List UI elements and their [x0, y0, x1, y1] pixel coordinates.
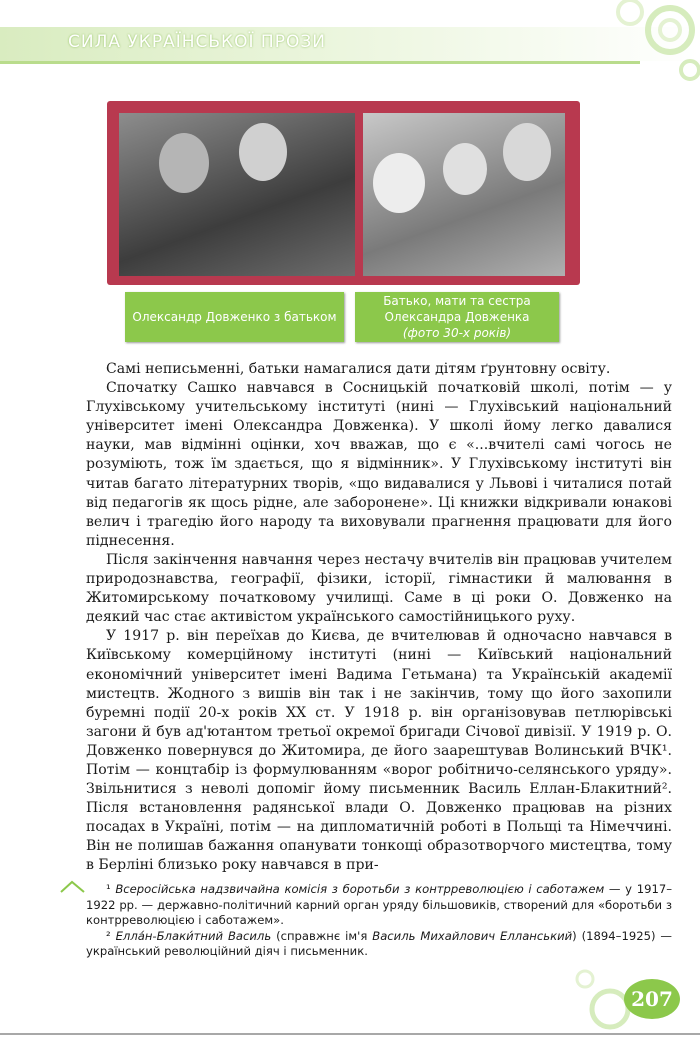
footnote-1: ¹ Всеросійська надзвичайна комісія з боротьби з контрреволюцією і саботажем — у 1917–1922 рр. — державно-політичний карний орган уряду більшовиків, створений для «боротьби з контрреволюцією і саботажем».	[86, 882, 672, 928]
decorative-swirl-icon	[550, 0, 700, 90]
footnote-mark-icon	[60, 880, 86, 894]
page-number: 207	[624, 979, 680, 1019]
photo-caption-left	[125, 292, 344, 342]
footnote-2: ² Елла́н-Блаки́тний Василь (справжнє ім'я Василь Михайлович Елланський) (1894–1925) — український революційний діяч і письменник.	[86, 928, 672, 959]
caption-text: Батько, мати та сестра Олександра Довженка	[383, 294, 531, 324]
photo-dovzhenko-with-father	[119, 113, 355, 276]
caption-note: (фото 30-х років)	[402, 326, 512, 340]
bottom-divider	[0, 1033, 700, 1035]
paragraph: У 1917 р. він переїхав до Києва, де вчителював й одночасно навчався в Київському комерційному інституті (нині — Київський національний економічний університет імені Вадима Гетьмана) та Українській академії мистецтв. Жодного з вишів він так і не закінчив, тому що його захопили буремні події 20-х років XX ст. У 1918 р. він організовував петлюрівські загони й був ад'ютантом третьої окремої бригади Січової дивізії. У 1919 р. О. Довженко повернувся до Житомира, де його заарештував Волинський ВЧК¹. Потім — концтабір із формулюванням «ворог робітничо-селянського уряду». Звільнитися з неволі допоміг йому письменник Василь Еллан-Блакитний². Після встановлення радянської влади О. Довженко працював на різних посадах в Україні, потім — на дипломатичній роботі в Польщі та Німеччині. Він не полишав бажання опанувати тонкощі образотворчого мистецтва, тому в Берліні близько року навчався в при-	[86, 628, 672, 874]
paragraph: Після закінчення навчання через нестачу вчителів він працював учителем природознавства, географії, фізики, історії, гімнастики й малювання в Житомирському початковому училищі. Саме в ці роки О. Довженко на деякий час стає активістом українського самостійницького руху.	[86, 551, 672, 626]
footnotes	[86, 882, 672, 960]
photo-frame	[107, 101, 580, 285]
photo-family	[363, 113, 565, 276]
paragraph: Самі неписьменні, батьки намагалися дати дітям ґрунтовну освіту.	[106, 361, 611, 377]
paragraph: Спочатку Сашко навчався в Сосницькій початковій школі, потім — у Глухівському учительському інституті (нині — Глухівський національний університет імені Олександра Довженка). У школі йому легко давалися науки, мав відмінні оцінки, хоч вважав, що є «...вчителі самі чогось не розуміють, тож їм здається, що я відмінник». У Глухівському інституті він читав багато літературних творів, «що видавалися у Львові і читалися потай від педагогів як щось рідне, але заборонене». Ці книжки відкривали юнакові велич і трагедію його народу та виховували прагнення працювати для його піднесення.	[86, 380, 672, 549]
section-title: СИЛА УКРАЇНСЬКОЇ ПРОЗИ	[68, 32, 326, 52]
body-text	[86, 360, 672, 876]
photo-caption-right	[355, 292, 559, 342]
caption-text: Олександр Довженко з батьком	[132, 310, 337, 324]
header-divider	[0, 61, 640, 64]
